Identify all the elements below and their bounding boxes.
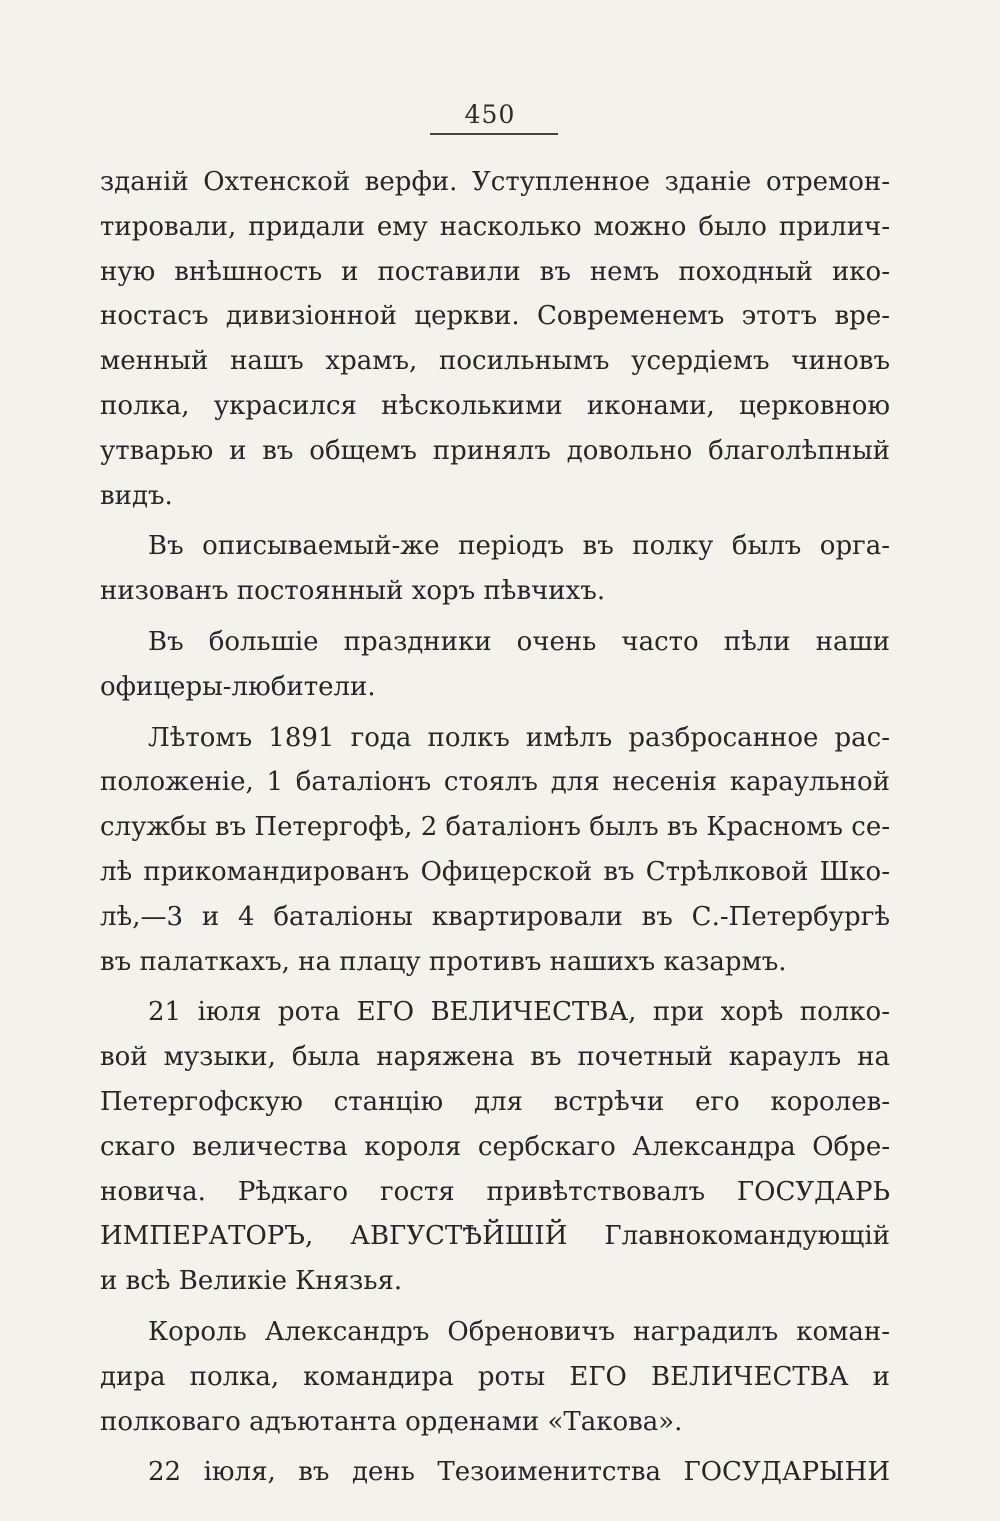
text-line: Петергофскую станцію для встрѣчи его королев- [100, 1086, 890, 1117]
text-line: ИМПЕРАТОРЪ, АВГУСТѢЙШІЙ Главнокомандующій [100, 1221, 890, 1252]
text-line: полковаго адъютанта орденами «Такова». [100, 1406, 683, 1437]
text-line: службы въ Петергофѣ, 2 баталіонъ былъ въ Красномъ се- [100, 812, 890, 843]
text-line: ностасъ дивизіонной церкви. Современемъ этотъ вре- [100, 301, 890, 332]
text-line: Въ большіе праздники очень часто пѣли наши [148, 626, 890, 657]
text-line: низованъ постоянный хоръ пѣвчихъ. [100, 576, 606, 607]
text-line: 22 іюля, въ день Тезоименитства ГОСУДАРЫНИ [148, 1457, 890, 1488]
text-line: менный нашъ храмъ, посильнымъ усердіемъ чиновъ [100, 346, 890, 377]
text-line: новича. Рѣдкаго гостя привѣтствовалъ ГОСУДАРЬ [100, 1176, 890, 1207]
text-line: Король Александръ Обреновичъ наградилъ коман- [148, 1316, 890, 1347]
text-line: положеніе, 1 баталіонъ стоялъ для несенія караульной [100, 767, 890, 798]
text-line: зданій Охтенской верфи. Уступленное зданіе отремон- [100, 167, 890, 197]
text-line: вой музыки, была наряжена въ почетный караулъ на [100, 1042, 890, 1073]
text-line: Лѣтомъ 1891 года полкъ имѣлъ разбросанное рас- [148, 722, 890, 753]
header-rule [430, 133, 558, 135]
text-line: лѣ,—3 и 4 баталіоны квартировали въ С.-Петербургѣ [100, 901, 890, 932]
text-line: лѣ прикомандированъ Офицерской въ Стрѣлковой Шко- [100, 856, 890, 887]
text-line: видъ. [100, 480, 173, 511]
text-line: 21 іюля рота ЕГО ВЕЛИЧЕСТВА, при хорѣ полко- [148, 997, 890, 1028]
text-line: въ палаткахъ, на плацу противъ нашихъ казармъ. [100, 946, 787, 977]
text-line: и всѣ Великіе Князья. [100, 1266, 403, 1297]
text-line: дира полка, командира роты ЕГО ВЕЛИЧЕСТВА и [100, 1361, 890, 1392]
text-line: тировали, придали ему насколько можно было прилич- [100, 211, 890, 242]
text-line: офицеры-любители. [100, 671, 376, 702]
page-body [100, 160, 890, 1495]
text-line: утварью и въ общемъ принялъ довольно благолѣпный [100, 435, 890, 466]
text-line: полка, украсился нѣсколькими иконами, церковною [100, 390, 890, 421]
text-line: скаго величества короля сербскаго Александра Обре- [100, 1131, 890, 1162]
text-line: ную внѣшность и поставили въ немъ походный ико- [100, 256, 890, 287]
page-number: 450 [464, 100, 516, 129]
text-line: Въ описываемый-же періодъ въ полку былъ орга- [148, 531, 890, 562]
page-header [0, 100, 1000, 129]
